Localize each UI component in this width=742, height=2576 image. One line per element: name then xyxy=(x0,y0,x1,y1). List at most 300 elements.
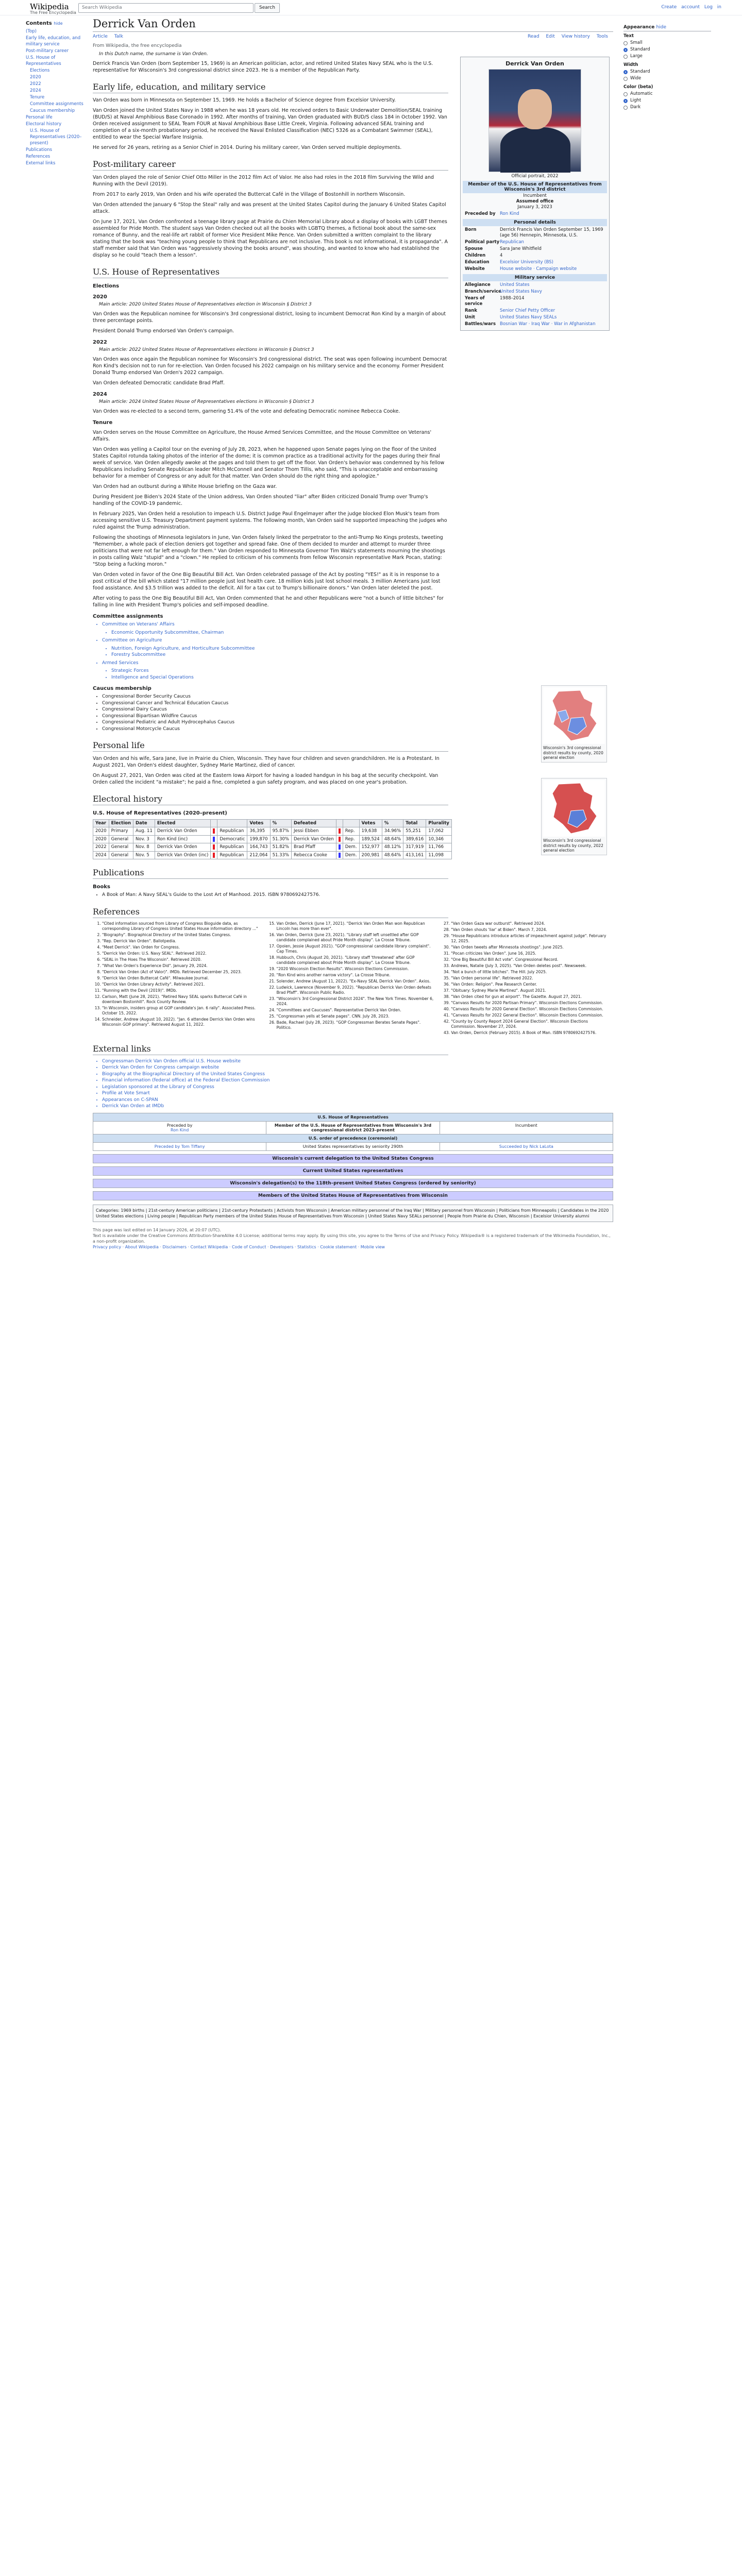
subsection-heading: 2020 xyxy=(93,294,107,300)
table-cell xyxy=(211,843,217,852)
paragraph: Van Orden played the role of Senior Chief Otto Miller in the 2012 film Act of Valor. He also had roles in the 2018 film Surviving the Wild and Running with the Devil (2019). xyxy=(93,175,434,187)
table-cell: Derrick Van Orden (inc) xyxy=(155,851,211,859)
toc-item[interactable]: Committee assignments xyxy=(30,101,83,107)
map-shape xyxy=(543,687,605,744)
list-item: • Congressional Pediatric and Adult Hydrocephalus Caucus xyxy=(102,719,613,726)
table-cell: Dem. xyxy=(343,843,359,852)
toc-item[interactable]: Caucus membership xyxy=(30,108,75,113)
external-link[interactable]: • Derrick Van Orden for Congress campaign website xyxy=(102,1064,613,1071)
table-cell: Brad Pfaff xyxy=(291,843,336,852)
table-cell xyxy=(336,835,343,843)
table-cell: Rebecca Cooke xyxy=(291,851,336,859)
external-links-list xyxy=(93,1058,613,1110)
map-caption: Wisconsin's 3rd congressional district results by county, 2022 general election xyxy=(543,838,603,853)
table-cell: 2020 xyxy=(93,827,109,836)
navbox xyxy=(93,1191,613,1200)
table-cell: 11,766 xyxy=(426,843,452,852)
navbox-title[interactable]: Members of the United States House of Representatives from Wisconsin xyxy=(93,1192,613,1200)
infobox-row: Political party Republican xyxy=(465,240,524,245)
license-text: Text is available under the Creative Commons Attribution-ShareAlike 4.0 License; additional terms may apply. By using this site, you agree to the Terms of Use and Privacy Policy. Wikipedia® is a registered trademark of the Wikimedia Foundation, Inc., a non-profit organization. xyxy=(93,1233,611,1244)
party-color-swatch xyxy=(339,853,341,858)
table-cell: Rep. xyxy=(343,827,359,836)
party-color-swatch xyxy=(339,837,341,842)
reference-item[interactable]: 31. "Pocan criticizes Van Orden". June 16, 2025. xyxy=(451,951,608,956)
reference-item[interactable]: 30. "Van Orden tweets after Minnesota shootings". June 2025. xyxy=(451,945,608,950)
list-item[interactable]: • Forestry Subcommittee xyxy=(111,652,613,658)
color-auto-option[interactable]: Automatic xyxy=(623,91,711,97)
paragraph: Van Orden had an outburst during a White House briefing on the Gaza war. xyxy=(93,484,277,489)
section-heading: Electoral history xyxy=(93,794,448,805)
list-item: • Congressional Bipartisan Wildfire Caucus xyxy=(102,713,613,720)
table-cell: Republican xyxy=(217,851,247,859)
precedence-title: U.S. order of precedence (ceremonial) xyxy=(93,1134,613,1142)
reference-item[interactable]: 43. Van Orden, Derrick (February 2015). A Book of Man. ISBN 9780692427576. xyxy=(451,1030,608,1036)
radio-icon xyxy=(623,92,628,96)
toc-item[interactable]: Personal life xyxy=(26,115,53,120)
toc-item[interactable]: References xyxy=(26,154,50,159)
appearance-panel xyxy=(623,21,711,111)
succession-box xyxy=(93,1113,613,1151)
reference-item[interactable]: 38. "Van Orden cited for gun at airport". The Gazette. August 27, 2021. xyxy=(451,994,608,999)
table-cell: 17,062 xyxy=(426,827,452,836)
search-input[interactable]: Search Wikipedia xyxy=(78,3,254,13)
party-color-swatch xyxy=(339,828,341,834)
map-shape xyxy=(543,780,605,837)
paragraph: During President Joe Biden's 2024 State of the Union address, Van Orden shouted "liar" after Biden criticized Donald Trump over Trump's handling of the COVID-19 pandemic. xyxy=(93,494,428,506)
party-color-swatch xyxy=(339,844,341,850)
table-header-cell xyxy=(217,820,247,827)
paragraph: Van Orden attended the January 6 "Stop the Steal" rally and was present at the United States Capitol during the January 6 United States Capitol attack. xyxy=(93,202,446,214)
table-header-cell xyxy=(336,820,343,827)
width-label: Width xyxy=(623,62,638,67)
table-cell xyxy=(211,827,217,836)
reference-item[interactable]: 36. "Van Orden: Religion". Pew Research Center. xyxy=(451,982,608,987)
paragraph: Van Orden was re-elected to a second term, garnering 51.4% of the vote and defeating Democratic nominee Rebecca Cooke. xyxy=(93,409,400,414)
list-item[interactable]: • Committee on Agriculture xyxy=(102,637,613,644)
paragraph: Van Orden voted in favor of the One Big Beautiful Bill Act. Van Orden celebrated passage of the Act by posting "YES!" as it is in response to a post critical of the bill which stated "17 million people just lost health care. 18 million kids just lost school meals. 3 million Americans just lost food assistance. And $3.5 trillion was added to the deficit. All for a tax cut to Trump's billionaire donors." Van Orden later deleted the post. xyxy=(93,572,441,591)
infobox-incumbent: Incumbent xyxy=(523,193,547,198)
hatnote: In this Dutch name, the surname is Van Orden. xyxy=(99,52,208,57)
infobox xyxy=(460,57,610,331)
search-button[interactable]: Search xyxy=(255,3,280,13)
paragraph: Following the shootings of Minnesota legislators in June, Van Orden falsely linked the perpetrator to the anti-Trump No Kings protests, tweeting "Remember, a whole pack of election deniers got together and spread fake. One of them decided to murder and attempt to murder three politicians that were not far left enough for them." Van Orden responded to Minnesota Governor Tim Walz's statements mourning the shootings in posts calling Walz "stupid" and a "clown." He replied to criticism of his comments from fellow Wisconsin representative Mark Pocan, stating: "Stop being a fucking moron." xyxy=(93,535,445,567)
table-cell: Republican xyxy=(217,843,247,852)
table-header-cell: Votes xyxy=(359,820,382,827)
list-item[interactable]: • Armed Services xyxy=(102,660,613,667)
precedence-previous[interactable]: Preceded by Tom Tiffany xyxy=(154,1144,205,1149)
table-header-cell: Elected xyxy=(155,820,211,827)
appearance-hide-button[interactable]: hide xyxy=(656,25,666,30)
infobox-row: Preceded by Ron Kind xyxy=(465,211,519,216)
main-article-link[interactable]: Main article: 2024 United States House of Representatives elections in Wisconsin § District 3 xyxy=(99,399,314,404)
district-map-image xyxy=(543,780,605,837)
category-links[interactable]: Categories: 1969 births | 21st-century American politicians | 21st-century Protestants | Activists from Wisconsin | American military personnel of the Iraq War | Military personnel from Wisconsin | Politicians from Minneapolis | Candidates in the 2020 United States elections | Living people | Republican Party members of the United States House of Representatives from Wisconsin | United States Navy SEALs personnel | People from Prairie du Chien, Wisconsin | Excelsior University alumni xyxy=(93,1205,613,1222)
page-title: Derrick Van Orden xyxy=(93,18,613,32)
external-link[interactable]: • Appearances on C-SPAN xyxy=(102,1097,613,1104)
succession-previous[interactable]: Preceded by Ron Kind xyxy=(166,1123,193,1132)
width-wide-option[interactable]: Wide xyxy=(623,75,711,82)
section-heading: Publications xyxy=(93,868,448,879)
infobox-row: Years of service 1988–2014 xyxy=(465,296,525,307)
main-article-link[interactable]: Main article: 2020 United States House of Representatives election in Wisconsin § District 3 xyxy=(99,302,312,307)
subsection-heading: Elections xyxy=(93,283,120,289)
table-cell xyxy=(336,827,343,836)
main-article-link[interactable]: Main article: 2022 United States House of Representatives elections in Wisconsin § District 3 xyxy=(99,347,314,352)
text-small-option[interactable]: Small xyxy=(623,40,711,46)
reference-item[interactable]: 35. "Van Orden personal life". Retrieved 2022. xyxy=(451,976,608,981)
table-cell: General xyxy=(109,843,133,852)
table-header-cell: % xyxy=(270,820,291,827)
tab-article[interactable]: Article xyxy=(93,34,108,39)
list-item[interactable]: • Nutrition, Foreign Agriculture, and Horticulture Subcommittee xyxy=(111,646,613,652)
list-item[interactable]: • Economic Opportunity Subcommittee, Chairman xyxy=(111,630,613,636)
table-header-cell: Votes xyxy=(247,820,270,827)
table-cell: 19,638 xyxy=(359,827,382,836)
wikipedia-logo[interactable]: Wikipedia The Free Encyclopedia xyxy=(30,2,76,15)
table-row xyxy=(93,835,452,843)
external-link[interactable]: • Profile at Vote Smart xyxy=(102,1090,613,1097)
paragraph: Van Orden was born in Minnesota on September 15, 1969. He holds a Bachelor of Science degree from Excelsior University. xyxy=(93,97,396,103)
radio-icon xyxy=(623,77,628,81)
paragraph: Van Orden defeated Democratic candidate Brad Pfaff. xyxy=(93,380,225,386)
reference-item[interactable]: 39. "Canvass Results for 2020 Partisan Primary". Wisconsin Elections Commission. xyxy=(451,1001,608,1006)
portrait-face xyxy=(518,89,552,129)
table-header-cell: % xyxy=(382,820,403,827)
radio-selected-icon xyxy=(623,48,628,52)
reference-item[interactable]: 16. Van Orden, Derrick (June 23, 2021). "Library staff left unsettled after GOP candidate complained about Pride Month display". La Crosse Tribune. xyxy=(277,933,434,943)
infobox-section: Personal details xyxy=(463,219,607,226)
table-cell: 51.82% xyxy=(270,843,291,852)
navbox xyxy=(93,1154,613,1163)
table-cell: Rep. xyxy=(343,835,359,843)
login-link[interactable]: Log in xyxy=(704,5,721,10)
reference-item[interactable]: 34. "Not a bunch of little bitches". The Hill. July 2025. xyxy=(451,970,608,975)
navbox xyxy=(93,1179,613,1188)
party-color-swatch xyxy=(213,853,215,858)
reference-item[interactable]: 6. "SEAL in The Hoes The Wisconsin". Retrieved 2020. xyxy=(102,957,259,962)
table-header-cell xyxy=(211,820,217,827)
paragraph: President Donald Trump endorsed Van Orden's campaign. xyxy=(93,328,234,334)
party-color-swatch xyxy=(213,837,215,842)
reference-item[interactable]: 14. Schneider, Andrew (August 10, 2022). "Jan. 6 attendee Derrick Van Orden wins Wisconsin GOP primary". Retrieved August 11, 2022. xyxy=(102,1017,259,1027)
table-cell: 34.96% xyxy=(382,827,403,836)
reference-item[interactable]: 18. Hubbuch, Chris (August 20, 2021). "Library staff 'threatened' after GOP candidate complained about Pride Month display". La Crosse Tribune. xyxy=(277,955,434,965)
table-cell: Derrick Van Orden xyxy=(155,827,211,836)
paragraph: In February 2025, Van Orden held a resolution to impeach U.S. District Judge Paul Engelmayer after the judge blocked Elon Musk's team from accessing sensitive U.S. Treasury Department payment systems. The following month, Van Orden said he supported impeaching the judges who ruled against the Trump administration. xyxy=(93,511,447,530)
reference-item[interactable]: 1. "Cited information sourced from Library of Congress Bioguide data, as corresponding Library of Congress United States House information directory ..." xyxy=(102,921,259,931)
district-map-image xyxy=(543,687,605,744)
tab-tools[interactable]: Tools xyxy=(596,34,608,39)
text-standard-option[interactable]: Standard xyxy=(623,46,711,53)
infobox-row: Allegiance United States xyxy=(465,282,530,287)
color-label: Color (beta) xyxy=(623,84,653,90)
toc-hide-button[interactable]: hide xyxy=(54,21,63,26)
section-heading: References xyxy=(93,907,448,918)
table-cell: 95.87% xyxy=(270,827,291,836)
subsection-heading: 2022 xyxy=(93,340,107,345)
toc-item[interactable]: Post-military career xyxy=(26,48,69,54)
table-cell: 2020 xyxy=(93,835,109,843)
toc-item[interactable]: Tenure xyxy=(30,95,45,100)
table-row xyxy=(93,843,452,852)
section-heading: External links xyxy=(93,1044,448,1055)
table-cell: Ron Kind (inc) xyxy=(155,835,211,843)
table-cell: 48.12% xyxy=(382,843,403,852)
radio-selected-icon xyxy=(623,99,628,103)
portrait-caption: Official portrait, 2022 xyxy=(511,174,559,179)
infobox-row: Unit United States Navy SEALs xyxy=(465,315,557,320)
toc-item[interactable]: Publications xyxy=(26,147,53,152)
table-cell: 413,161 xyxy=(403,851,426,859)
table-cell xyxy=(211,835,217,843)
toc-title: Contents hide xyxy=(26,21,63,26)
list-item: • Congressional Cancer and Technical Education Caucus xyxy=(102,700,613,707)
subsection-heading: 2024 xyxy=(93,392,107,397)
portrait-image[interactable] xyxy=(488,69,581,172)
reference-item[interactable]: 28. "Van Orden shouts 'liar' at Biden". March 7, 2024. xyxy=(451,927,608,933)
toc-item[interactable]: Elections xyxy=(30,68,50,73)
reference-item[interactable]: 26. Bade, Rachael (July 28, 2023). "GOP Congressman Berates Senate Pages". Politico. xyxy=(277,1020,434,1030)
list-item[interactable]: • Committee on Veterans' Affairs xyxy=(102,621,613,628)
succession-office: Member of the U.S. House of Representatives from Wisconsin's 3rd congressional district 2023–present xyxy=(266,1122,440,1134)
paragraph: Van Orden was the Republican nominee for Wisconsin's 3rd congressional district, losing to incumbent Democrat Ron Kind by a margin of about three percentage points. xyxy=(93,311,446,324)
navbox xyxy=(93,1166,613,1176)
site-subtitle: From Wikipedia, the free encyclopedia xyxy=(93,43,182,48)
map-caption: Wisconsin's 3rd congressional district results by county, 2020 general election xyxy=(543,745,603,760)
table-row xyxy=(93,851,452,859)
reference-item[interactable]: 12. Carlson, Matt (June 28, 2021). "Retired Navy SEAL sparks Buttercat Café in downtown Bostonhill". Rock County Review. xyxy=(102,994,259,1005)
precedence-office: United States representatives by seniority 290th xyxy=(266,1143,440,1150)
table-cell: 317,919 xyxy=(403,843,426,852)
paragraph: Van Orden and his wife, Sara Jane, live in Prairie du Chien, Wisconsin. They have four children and seven grandchildren. He is a Protestant. In August 2021, Van Orden's eldest daughter, Sydney Marie Martinez, died of cancer. xyxy=(93,756,440,768)
color-dark-option[interactable]: Dark xyxy=(623,104,711,111)
table-cell: 48.64% xyxy=(382,851,403,859)
color-light-option[interactable]: Light xyxy=(623,97,711,104)
tab-edit[interactable]: Edit xyxy=(546,34,555,39)
reference-item[interactable]: 5. "Derrick Van Orden: U.S. Navy SEAL". Retrieved 2022. xyxy=(102,951,259,956)
reference-item[interactable]: 10. "Derrick Van Orden Library Activity". Retrieved 2021. xyxy=(102,982,259,987)
section-heading: Personal life xyxy=(93,740,448,752)
table-cell: Jessi Ebben xyxy=(291,827,336,836)
reference-item[interactable]: 11. "Running with the Devil (2019)". IMDb. xyxy=(102,988,259,993)
infobox-row: Battles/wars Bosnian War · Iraq War · War in Afghanistan xyxy=(465,321,596,327)
infobox-office[interactable]: Member of the U.S. House of Representatives from Wisconsin's 3rd district xyxy=(463,181,607,193)
appearance-title: Appearance hide xyxy=(623,25,711,31)
reference-item[interactable]: 40. "Canvass Results for 2020 General Election". Wisconsin Elections Commission. xyxy=(451,1007,608,1012)
toc-item[interactable]: Electoral history xyxy=(26,122,62,127)
reference-item[interactable]: 8. "Derrick Van Orden (Act of Valor)". IMDb. Retrieved December 25, 2023. xyxy=(102,970,259,975)
external-link[interactable]: • Legislation sponsored at the Library of Congress xyxy=(102,1084,613,1091)
navbox-title[interactable]: Wisconsin's current delegation to the United States Congress xyxy=(93,1155,613,1163)
reference-item[interactable]: 9. "Derrick Van Orden Buttercat Café". Milwaukee Journal. xyxy=(102,976,259,981)
reference-item[interactable]: 23. "Wisconsin's 3rd Congressional District 2024". The New York Times. November 6, 2024. xyxy=(277,996,434,1007)
table-cell: Nov. 5 xyxy=(133,851,155,859)
toc-item[interactable]: 2022 xyxy=(30,81,41,87)
map-2022[interactable] xyxy=(541,778,607,855)
toc-item[interactable]: External links xyxy=(26,161,56,166)
table-cell: 152,977 xyxy=(359,843,382,852)
table-cell: 48.64% xyxy=(382,835,403,843)
tab-read[interactable]: Read xyxy=(527,34,539,39)
list-item: • A Book of Man: A Navy SEAL's Guide to the Lost Art of Manhood. 2015. ISBN 9780692427576. xyxy=(102,892,613,899)
paragraph: On August 27, 2021, Van Orden was cited at the Eastern Iowa Airport for having a loaded handgun in his bag at the security checkpoint. Van Orden called the incident "a mistake"; he paid a fine, completed a gun safety program, and was placed on one year's probation. xyxy=(93,773,439,785)
reference-item[interactable]: 22. Ludwick, Lawrence (November 9, 2022). "Republican Derrick Van Orden defeats Brad Pfaff". Wisconsin Public Radio. xyxy=(277,985,434,995)
succession-title: U.S. House of Representatives xyxy=(93,1113,613,1121)
toc-item[interactable]: (Top) xyxy=(26,29,37,34)
table-header-cell: Year xyxy=(93,820,109,827)
references-list xyxy=(93,921,608,1036)
reference-item[interactable]: 4. "Meet Derrick". Van Orden for Congress. xyxy=(102,945,259,950)
reference-item[interactable]: 37. "Obituary: Sydney Marie Martinez". August 2021. xyxy=(451,988,608,993)
reference-item[interactable]: 42. "County by County Report 2024 General Election". Wisconsin Elections Commission. November 27, 2024. xyxy=(451,1019,608,1029)
reference-item[interactable]: 2. "Biography". Biographical Directory of the United States Congress. xyxy=(102,933,259,938)
table-cell xyxy=(211,851,217,859)
table-cell: Nov. 8 xyxy=(133,843,155,852)
reference-item[interactable]: 15. Van Orden, Derrick (June 17, 2021). "Derrick Van Orden Man won Republican Lincoln has more than ever". xyxy=(277,921,434,931)
infobox-row: Branch/service United States Navy xyxy=(465,289,542,294)
table-cell: 10,346 xyxy=(426,835,452,843)
external-link[interactable]: • Congressman Derrick Van Orden official U.S. House website xyxy=(102,1058,613,1065)
external-link[interactable]: • Biography at the Biographical Directory of the United States Congress xyxy=(102,1071,613,1078)
infobox-row: Children 4 xyxy=(465,253,503,258)
radio-selected-icon xyxy=(623,70,628,74)
reference-item[interactable]: 19. "2020 Wisconsin Election Results". Wisconsin Elections Commission. xyxy=(277,967,434,972)
map-2020[interactable] xyxy=(541,685,607,762)
table-header-cell: Election xyxy=(109,820,133,827)
party-color-swatch xyxy=(213,828,215,834)
external-link[interactable]: • Financial information (federal office) at the Federal Election Commission xyxy=(102,1077,613,1084)
table-cell: 200,981 xyxy=(359,851,382,859)
reference-item[interactable]: 7. "What Van Orden's Experience Did". January 29, 2024. xyxy=(102,963,259,969)
party-color-swatch xyxy=(213,844,215,850)
succession-incumbent: Incumbent xyxy=(515,1123,537,1128)
subsection-heading: Caucus membership xyxy=(93,686,151,691)
infobox-assumed-label: Assumed office xyxy=(516,199,554,204)
infobox-row: Spouse Sara Jane Whitfield xyxy=(465,246,542,251)
radio-icon xyxy=(623,41,628,45)
table-header-cell: Defeated xyxy=(291,820,336,827)
caucus-list xyxy=(93,693,613,732)
create-account-link[interactable]: Create account xyxy=(661,5,700,10)
table-cell: Primary xyxy=(109,827,133,836)
list-item: • Congressional Motorcycle Caucus xyxy=(102,726,613,733)
table-cell: Democratic xyxy=(217,835,247,843)
section-heading: U.S. House of Representatives xyxy=(93,267,448,278)
toc-item[interactable]: U.S. House of Representatives (2020–present) xyxy=(30,128,82,146)
subsection-heading: Committee assignments xyxy=(93,614,163,619)
tab-talk[interactable]: Talk xyxy=(114,34,123,39)
infobox-row: Born Derrick Francis Van Orden September 15, 1969 (age 56) Hennepin, Minnesota, U.S. xyxy=(465,227,603,238)
table-cell: General xyxy=(109,851,133,859)
table-cell: General xyxy=(109,835,133,843)
table-cell xyxy=(336,843,343,852)
paragraph: After voting to pass the One Big Beautiful Bill Act, Van Orden commented that he and other Republicans were "not a bunch of little bitches" for falling in line with President Trump's policies and self-imposed deadline. xyxy=(93,596,444,608)
reference-item[interactable]: 32. "One Big Beautiful Bill Act vote". Congressional Record. xyxy=(451,957,608,962)
reference-item[interactable]: 21. Solender, Andrew (August 11, 2022). "Ex-Navy SEAL Derrick Van Orden". Axios. xyxy=(277,979,434,984)
reference-item[interactable]: 20. "Ron Kind wins another narrow victory". La Crosse Tribune. xyxy=(277,973,434,978)
section-heading: Early life, education, and military service xyxy=(93,82,448,93)
table-cell: 389,616 xyxy=(403,835,426,843)
table-cell: 2024 xyxy=(93,851,109,859)
reference-item[interactable]: 24. "Committees and Caucuses". Representative Derrick Van Orden. xyxy=(277,1008,434,1013)
top-bar xyxy=(0,0,742,15)
lead-paragraph: Derrick Francis Van Orden (born September 15, 1969) is an American politician, actor, and retired United States Navy SEAL who is the U.S. representative for Wisconsin's 3rd congressional district since 2023. He is a member of the Republican Party. xyxy=(93,61,433,73)
list-item[interactable]: • Intelligence and Special Operations xyxy=(111,674,613,681)
width-standard-option[interactable]: Standard xyxy=(623,69,711,75)
table-cell: Derrick Van Orden xyxy=(155,843,211,852)
table-cell: Republican xyxy=(217,827,247,836)
table-cell: 11,098 xyxy=(426,851,452,859)
navbox-title[interactable]: Current United States representatives xyxy=(93,1167,613,1175)
infobox-assumed: January 3, 2023 xyxy=(517,205,552,210)
reference-item[interactable]: 13. "In Wisconsin, insiders group at GOP candidate's Jan. 6 rally". Associated Press. October 15, 2022. xyxy=(102,1006,259,1016)
table-cell xyxy=(336,851,343,859)
toc-item[interactable]: U.S. House of Representatives xyxy=(26,55,61,66)
reference-item[interactable]: 25. "Congressman yells at Senate pages". CNN. July 28, 2023. xyxy=(277,1014,434,1019)
navbox-title[interactable]: Wisconsin's delegation(s) to the 118th–present United States Congress (ordered by seniority) xyxy=(93,1179,613,1188)
portrait-suit xyxy=(500,127,570,173)
toc-item[interactable]: 2020 xyxy=(30,75,41,80)
reference-item[interactable]: 3. "Rep. Derrick Van Orden". Ballotpedia. xyxy=(102,939,259,944)
reference-item[interactable]: 29. "House Republicans introduce articles of impeachment against judge". February 12, 2025. xyxy=(451,934,608,944)
table-of-contents xyxy=(26,21,87,167)
reference-item[interactable]: 41. "Canvass Results for 2022 General Election". Wisconsin Elections Commission. xyxy=(451,1013,608,1018)
subsection-heading: U.S. House of Representatives (2020–present) xyxy=(93,810,227,816)
tab-history[interactable]: View history xyxy=(561,34,590,39)
text-size-label: Text xyxy=(623,33,634,39)
paragraph: He served for 26 years, retiring as a Senior Chief in 2014. During his military career, Van Orden served multiple deployments. xyxy=(93,145,402,150)
infobox-section: Military service xyxy=(463,274,607,281)
table-cell: 36,395 xyxy=(247,827,270,836)
infobox-name: Derrick Van Orden xyxy=(505,60,564,67)
table-header-cell: Date xyxy=(133,820,155,827)
table-header-cell: Total xyxy=(403,820,426,827)
table-header-cell xyxy=(343,820,359,827)
text-large-option[interactable]: Large xyxy=(623,53,711,60)
infobox-row: Rank Senior Chief Petty Officer xyxy=(465,308,555,313)
table-cell: 2022 xyxy=(93,843,109,852)
table-cell: Nov. 3 xyxy=(133,835,155,843)
reference-item[interactable]: 33. Andrews, Natalie (July 3, 2025). "Van Orden deletes post". Newsweek. xyxy=(451,963,608,969)
paragraph: On June 17, 2021, Van Orden confronted a teenage library page at Prairie du Chien Memorial Library about a display of books with LGBT themes assembled for Pride Month. The student says Van Orden checked out all the books with LGBTQ themes, a fictional book about the same-sex romance of Bunny, and the real-life art rabbit of former Vice President Mike Pence. Van Orden submitted a written complaint to the library stating that the book was "teaching young people to think that Republicans are not inclusive. This book is not informational, it is propaganda". A staff member said that Van Orden was "aggressively shoving the books around", was shouting, and wanted to know who had established the display so he could "teach them a lesson". xyxy=(93,219,448,258)
precedence-next[interactable]: Succeeded by Nick LaLota xyxy=(499,1144,553,1149)
table-cell: Derrick Van Orden xyxy=(291,835,336,843)
external-link[interactable]: • Derrick Van Orden at IMDb xyxy=(102,1103,613,1110)
list-item[interactable]: • Strategic Forces xyxy=(111,668,613,674)
table-cell: Aug. 11 xyxy=(133,827,155,836)
table-header-cell: Plurality xyxy=(426,820,452,827)
table-header-row xyxy=(93,820,452,827)
toc-item[interactable]: 2024 xyxy=(30,88,41,93)
paragraph: Van Orden joined the United States Navy in 1988 when he was 18 years old. He received orders to Basic Underwater Demolition/SEAL training (BUD/S) at Naval Amphibious Base Coronado in 1992. After months of training, Van Orden graduated with BUD/S class 184 in October 1992. Van Orden received assignment to SEAL Team FOUR at Naval Amphibious Base Little Creek, Virginia. Following advanced SEAL training and completion of a six-month probationary period, he received the Naval Enlisted Classification (NEC) 5326 as a Combatant Swimmer (SEAL), entitled to wear the Special Warfare Insignia. xyxy=(93,108,447,140)
radio-icon xyxy=(623,55,628,59)
table-cell: 189,524 xyxy=(359,835,382,843)
reference-item[interactable]: 27. "Van Orden Gaza war outburst". Retrieved 2024. xyxy=(451,921,608,926)
table-cell: 55,251 xyxy=(403,827,426,836)
reference-item[interactable]: 17. Opoien, Jessie (August 2021). "GOP congressional candidate library complaint". Cap Times. xyxy=(277,944,434,954)
user-links xyxy=(661,5,721,10)
list-item: • Congressional Dairy Caucus xyxy=(102,706,613,713)
election-table xyxy=(93,819,452,859)
page-footer xyxy=(93,1227,613,1250)
table-cell: 51.33% xyxy=(270,851,291,859)
paragraph: Van Orden serves on the House Committee on Agriculture, the House Armed Services Committee, and the House Committee on Veterans' Affairs. xyxy=(93,430,432,442)
infobox-row: Website House website · Campaign website xyxy=(465,266,577,272)
table-cell: 51.30% xyxy=(270,835,291,843)
footer-links[interactable]: Privacy policy · About Wikipedia · Disclaimers · Contact Wikipedia · Code of Conduct · Developers · Statistics · Cookie statement · Mobile view xyxy=(93,1244,385,1249)
radio-icon xyxy=(623,106,628,110)
toc-item[interactable]: Early life, education, and military service xyxy=(26,36,81,47)
